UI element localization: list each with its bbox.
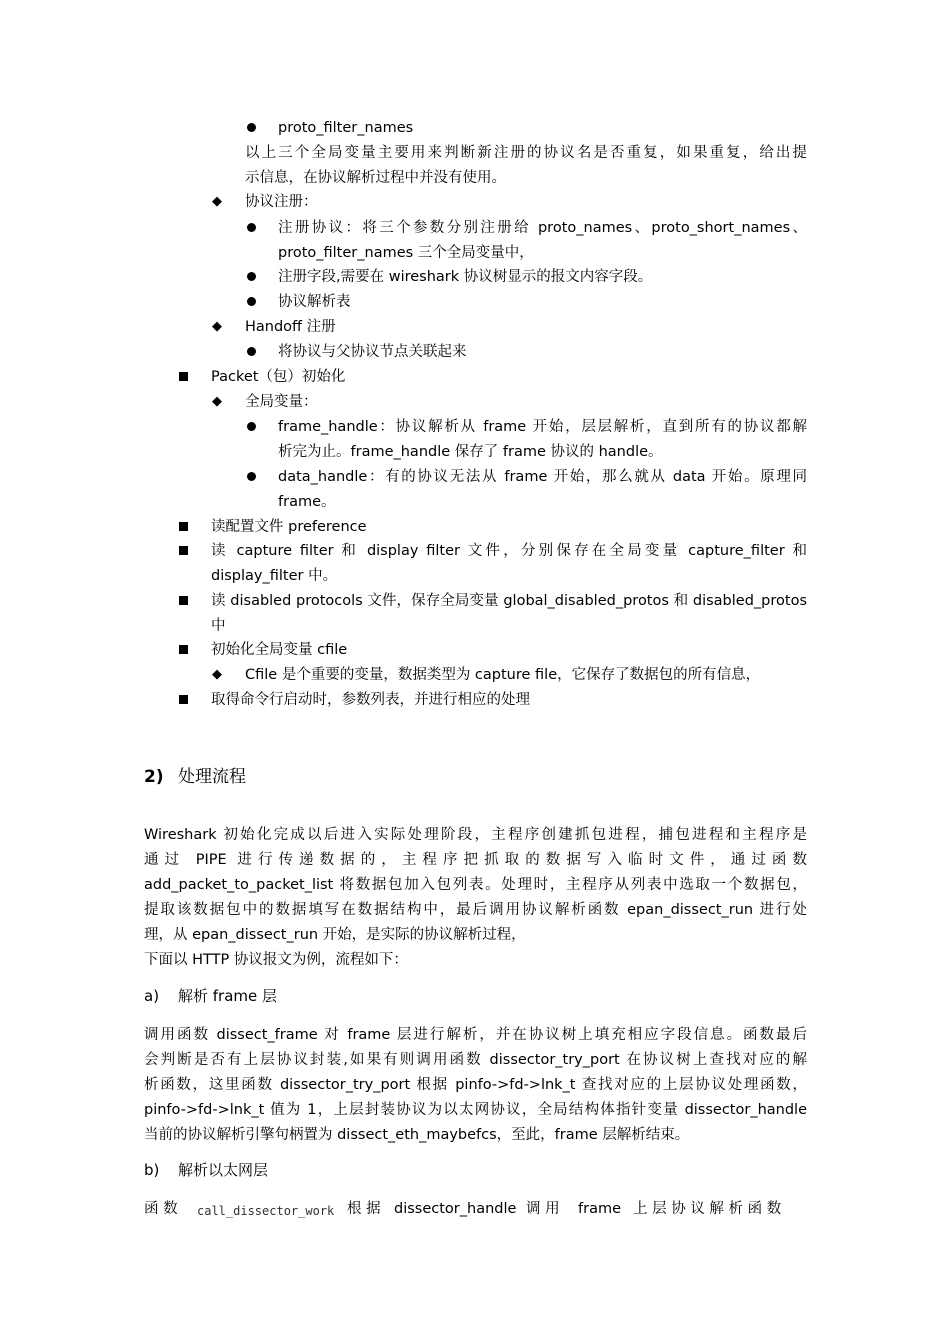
- list-item-continuation: 析完为止。frame_handle 保存了 frame 协议的 handle。: [278, 444, 663, 460]
- paragraph-line: 析函数，这里函数 dissector_try_port 根据 pinfo->fd->lnk_t 查找对应的上层协议处理函数，: [144, 1077, 807, 1093]
- square-bullet-icon: [179, 645, 188, 654]
- paragraph-line: 提取该数据包中的数据填写在数据结构中，最后调用协议解析函数 epan_dissect_run 进行处: [144, 902, 807, 918]
- square-bullet-icon: [179, 596, 188, 605]
- list-item: frame_handle：协议解析从 frame 开始，层层解析，直到所有的协议都解: [278, 419, 807, 435]
- list-item: Handoff 注册: [245, 319, 336, 335]
- list-item: 协议注册：: [245, 194, 318, 210]
- paragraph-line: Wireshark 初始化完成以后进入实际处理阶段，主程序创建抓包进程，捕包进程和主程序是: [144, 827, 807, 843]
- list-item: proto_filter_names: [278, 120, 414, 136]
- paragraph-line: 下面以 HTTP 协议报文为例，流程如下：: [144, 952, 408, 968]
- list-item: 读 disabled protocols 文件，保存全局变量 global_disabled_protos 和 disabled_protos: [211, 593, 807, 609]
- square-bullet-icon: [179, 546, 188, 555]
- paragraph-fragment: 函 数: [144, 1201, 178, 1217]
- paragraph-fragment: 调 用: [526, 1201, 560, 1217]
- bullet-dot: [247, 297, 256, 306]
- list-item: Packet（包）初始化: [211, 369, 346, 385]
- paragraph-fragment: 上 层 协 议 解 析 函 数: [633, 1201, 782, 1217]
- diamond-bullet-icon: ◆: [212, 667, 222, 682]
- square-bullet-icon: [179, 522, 188, 531]
- paragraph-line: 会判断是否有上层协议封装,如果有则调用函数 dissector_try_port 在协议树上查找对应的解: [144, 1052, 807, 1068]
- paragraph-line: add_packet_to_packet_list 将数据包加入包列表。处理时，主程序从列表中选取一个数据包，: [144, 877, 807, 893]
- bullet-dot: [247, 272, 256, 281]
- subsection-title: 解析 frame 层: [178, 987, 278, 1005]
- paragraph-line: 调用函数 dissect_frame 对 frame 层进行解析，并在协议树上填充相应字段信息。函数最后: [144, 1027, 807, 1043]
- diamond-bullet-icon: ◆: [212, 394, 222, 409]
- bullet-dot: [247, 223, 256, 232]
- paragraph-line: 当前的协议解析引擎句柄置为 dissect_eth_maybefcs，至此，frame 层解析结束。: [144, 1127, 690, 1143]
- list-item: 全局变量：: [245, 394, 318, 410]
- list-item: 读配置文件 preference: [211, 519, 367, 535]
- bullet-dot: [247, 422, 256, 431]
- paragraph-line: pinfo->fd->lnk_t 值为 1，上层封装协议为以太网协议，全局结构体指针变量 dissector_handle: [144, 1102, 807, 1118]
- section-number: 2): [144, 767, 164, 787]
- paragraph-fragment: 根 据: [347, 1201, 381, 1217]
- list-item: 注册协议：将三个参数分别注册给 proto_names、proto_short_names、: [278, 220, 807, 236]
- list-item: 将协议与父协议节点关联起来: [278, 344, 467, 360]
- paragraph-fragment: dissector_handle: [394, 1201, 517, 1217]
- paragraph-line: 示信息，在协议解析过程中并没有使用。: [245, 170, 506, 186]
- square-bullet-icon: [179, 695, 188, 704]
- paragraph-line: 以上三个全局变量主要用来判断新注册的协议名是否重复，如果重复，给出提: [245, 145, 807, 161]
- list-item-continuation: proto_filter_names 三个全局变量中，: [278, 245, 534, 261]
- square-bullet-icon: [179, 372, 188, 381]
- paragraph-fragment: frame: [578, 1201, 621, 1217]
- list-item: 初始化全局变量 cfile: [211, 642, 348, 658]
- list-item-continuation: display_filter 中。: [211, 568, 338, 584]
- diamond-bullet-icon: ◆: [212, 319, 222, 334]
- bullet-dot: [247, 123, 256, 132]
- bullet-dot: [247, 347, 256, 356]
- subsection-title: 解析以太网层: [178, 1161, 269, 1179]
- list-item: Cfile 是个重要的变量，数据类型为 capture file，它保存了数据包的所有信息，: [245, 667, 761, 683]
- list-item: 读 capture filter 和 display filter 文件，分别保存在全局变量 capture_filter 和: [211, 543, 807, 559]
- code-fragment: call_dissector_work: [197, 1204, 335, 1218]
- list-item-continuation: 中: [211, 618, 226, 634]
- subsection-label: b): [144, 1161, 160, 1179]
- bullet-dot: [247, 472, 256, 481]
- diamond-bullet-icon: ◆: [212, 194, 222, 209]
- list-item: data_handle：有的协议无法从 frame 开始，那么就从 data 开始。原理同: [278, 469, 807, 485]
- paragraph-line: 理，从 epan_dissect_run 开始，是实际的协议解析过程，: [144, 927, 526, 943]
- section-title: 处理流程: [178, 767, 246, 787]
- list-item: 协议解析表: [278, 294, 351, 310]
- subsection-label: a): [144, 987, 160, 1005]
- list-item: 取得命令行启动时，参数列表，并进行相应的处理: [211, 692, 530, 708]
- list-item-continuation: frame。: [278, 494, 336, 510]
- list-item: 注册字段,需要在 wireshark 协议树显示的报文内容字段。: [278, 269, 653, 285]
- paragraph-line: 通过 PIPE 进行传递数据的，主程序把抓取的数据写入临时文件，通过函数: [144, 852, 807, 868]
